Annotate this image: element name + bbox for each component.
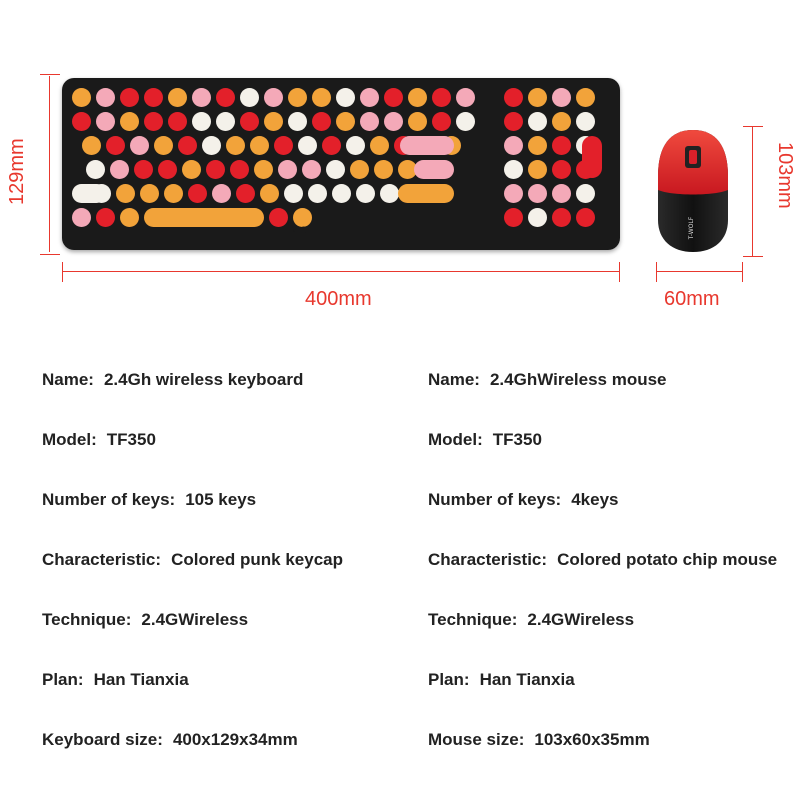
keycap (140, 184, 159, 203)
spec-value: Colored potato chip mouse (557, 550, 778, 569)
keycap (284, 184, 303, 203)
mouse-width-tick-left (656, 262, 657, 282)
spec-label: Mouse size: (428, 730, 525, 749)
mouse-width-label: 60mm (664, 288, 720, 310)
keycap (528, 112, 547, 131)
keycap (212, 184, 231, 203)
keycap (350, 160, 369, 179)
keycap (576, 88, 595, 107)
spec-value: 103x60x35mm (534, 730, 650, 749)
spec-value: Colored punk keycap (171, 550, 343, 569)
keycap (552, 88, 571, 107)
spec-row (42, 370, 432, 430)
keycap (116, 184, 135, 203)
keycap (528, 160, 547, 179)
keycap (120, 112, 139, 131)
spec-row (42, 670, 432, 730)
keycap (96, 112, 115, 131)
keycap (144, 112, 163, 131)
keycap (120, 88, 139, 107)
keycap (312, 88, 331, 107)
keycap (164, 184, 183, 203)
keycap (240, 112, 259, 131)
spec-value: TF350 (492, 430, 542, 449)
kb-width-tick-left (62, 262, 63, 282)
keycap (72, 208, 91, 227)
spec-row (428, 670, 800, 730)
keycap (134, 160, 153, 179)
keycap (346, 136, 365, 155)
keycap (360, 88, 379, 107)
keycap (264, 112, 283, 131)
keycap (384, 88, 403, 107)
keycap (72, 112, 91, 131)
spec-value: Han Tianxia (93, 670, 189, 689)
spec-row (428, 730, 800, 790)
spec-row (428, 610, 800, 670)
mouse-width-tick-right (742, 262, 743, 282)
kb-height-line (49, 76, 50, 252)
keycap (582, 136, 602, 178)
keycap (96, 208, 115, 227)
keycap (504, 208, 523, 227)
keycap (82, 136, 101, 155)
keycap (86, 160, 105, 179)
spec-label: Number of keys: (428, 490, 562, 509)
mouse-specs (428, 370, 800, 790)
spec-value: 400x129x34mm (172, 730, 298, 749)
spec-value: Han Tianxia (479, 670, 575, 689)
keycap (552, 160, 571, 179)
keycap (322, 136, 341, 155)
keycap (168, 88, 187, 107)
keycap (374, 160, 393, 179)
keycap (178, 136, 197, 155)
keycap (288, 88, 307, 107)
spec-label: Plan: (428, 670, 470, 689)
keycap (408, 112, 427, 131)
keycap (96, 88, 115, 107)
mouse-image (654, 128, 732, 254)
keycap (332, 184, 351, 203)
keycap (380, 184, 399, 203)
keycap (336, 88, 355, 107)
spec-value: 2.4GhWireless mouse (489, 370, 667, 389)
keycap (298, 136, 317, 155)
keycap (384, 112, 403, 131)
keycap (192, 112, 211, 131)
keycap (226, 136, 245, 155)
keycap (144, 88, 163, 107)
keycap (216, 88, 235, 107)
keycap (202, 136, 221, 155)
kb-width-line (63, 271, 619, 272)
keycap (216, 112, 235, 131)
keycap (360, 112, 379, 131)
keycap (254, 160, 273, 179)
mouse-height-tick-top (743, 126, 763, 127)
keycap (528, 88, 547, 107)
keycap (336, 112, 355, 131)
spec-label: Plan: (42, 670, 84, 689)
keycap (528, 208, 547, 227)
keycap (504, 184, 523, 203)
mouse-height-line (752, 127, 753, 256)
keycap (72, 88, 91, 107)
keycap (432, 88, 451, 107)
keycap (552, 136, 571, 155)
spec-row (42, 490, 432, 550)
spec-value: 2.4GWireless (141, 610, 249, 629)
keycap (312, 112, 331, 131)
spec-row (42, 550, 432, 610)
spec-row (428, 550, 800, 610)
keycap (504, 136, 523, 155)
keycap (106, 136, 125, 155)
keycap (188, 184, 207, 203)
spec-row (42, 430, 432, 490)
spec-row (428, 490, 800, 550)
keycap (274, 136, 293, 155)
spec-label: Keyboard size: (42, 730, 163, 749)
spec-label: Characteristic: (428, 550, 548, 569)
keyboard-brand-logo: T-WOLF (282, 225, 320, 235)
keycap (308, 184, 327, 203)
keycap (278, 160, 297, 179)
keycap (144, 208, 264, 227)
keycap (260, 184, 279, 203)
keycap (288, 112, 307, 131)
spec-label: Number of keys: (42, 490, 176, 509)
spec-label: Technique: (42, 610, 132, 629)
keycap (576, 184, 595, 203)
spec-row (428, 370, 800, 430)
keycap (456, 112, 475, 131)
keycap (432, 112, 451, 131)
keyboard-width-label: 400mm (305, 288, 372, 310)
keycap (130, 136, 149, 155)
keyboard-image (62, 78, 620, 250)
keycap (576, 112, 595, 131)
keycap (168, 112, 187, 131)
keycap (504, 112, 523, 131)
keycap (250, 136, 269, 155)
keycap (504, 88, 523, 107)
keycap (504, 160, 523, 179)
keycap (528, 136, 547, 155)
kb-height-tick-top (40, 74, 60, 75)
keycap (236, 184, 255, 203)
spec-row (428, 430, 800, 490)
keycap (182, 160, 201, 179)
mouse-height-tick-bottom (743, 256, 763, 257)
keycap (158, 160, 177, 179)
kb-width-tick-right (619, 262, 620, 282)
spec-label: Technique: (428, 610, 518, 629)
spec-label: Model: (42, 430, 97, 449)
keycap (120, 208, 139, 227)
keyboard-specs (42, 370, 432, 790)
spec-value: 2.4Gh wireless keyboard (103, 370, 304, 389)
mouse-width-line (657, 271, 742, 272)
keycap (408, 88, 427, 107)
spec-value: 2.4GWireless (527, 610, 635, 629)
spec-label: Name: (428, 370, 480, 389)
keycap (264, 88, 283, 107)
keycap (370, 136, 389, 155)
svg-text:T-WOLF: T-WOLF (688, 216, 695, 240)
spec-label: Name: (42, 370, 94, 389)
spec-row (42, 610, 432, 670)
keycap (398, 184, 454, 203)
spec-label: Model: (428, 430, 483, 449)
keycap (552, 208, 571, 227)
keycap (400, 136, 454, 155)
keycap (192, 88, 211, 107)
spec-value: 105 keys (185, 490, 257, 509)
keycap (230, 160, 249, 179)
keycap (456, 88, 475, 107)
keycap (576, 208, 595, 227)
keycap (206, 160, 225, 179)
keycap (154, 136, 173, 155)
keycap (326, 160, 345, 179)
spec-label: Characteristic: (42, 550, 162, 569)
keycap (528, 184, 547, 203)
keycap (240, 88, 259, 107)
keycap (356, 184, 375, 203)
kb-height-tick-bottom (40, 254, 60, 255)
keycap (414, 160, 454, 179)
mouse-height-label: 103mm (774, 142, 796, 209)
keycap (72, 184, 106, 203)
spec-row (42, 730, 432, 790)
keycap (110, 160, 129, 179)
keyboard-keys (62, 78, 620, 250)
keycap (552, 184, 571, 203)
keycap (302, 160, 321, 179)
keycap (552, 112, 571, 131)
keyboard-height-label: 129mm (6, 138, 28, 205)
spec-value: TF350 (106, 430, 156, 449)
spec-value: 4keys (571, 490, 619, 509)
